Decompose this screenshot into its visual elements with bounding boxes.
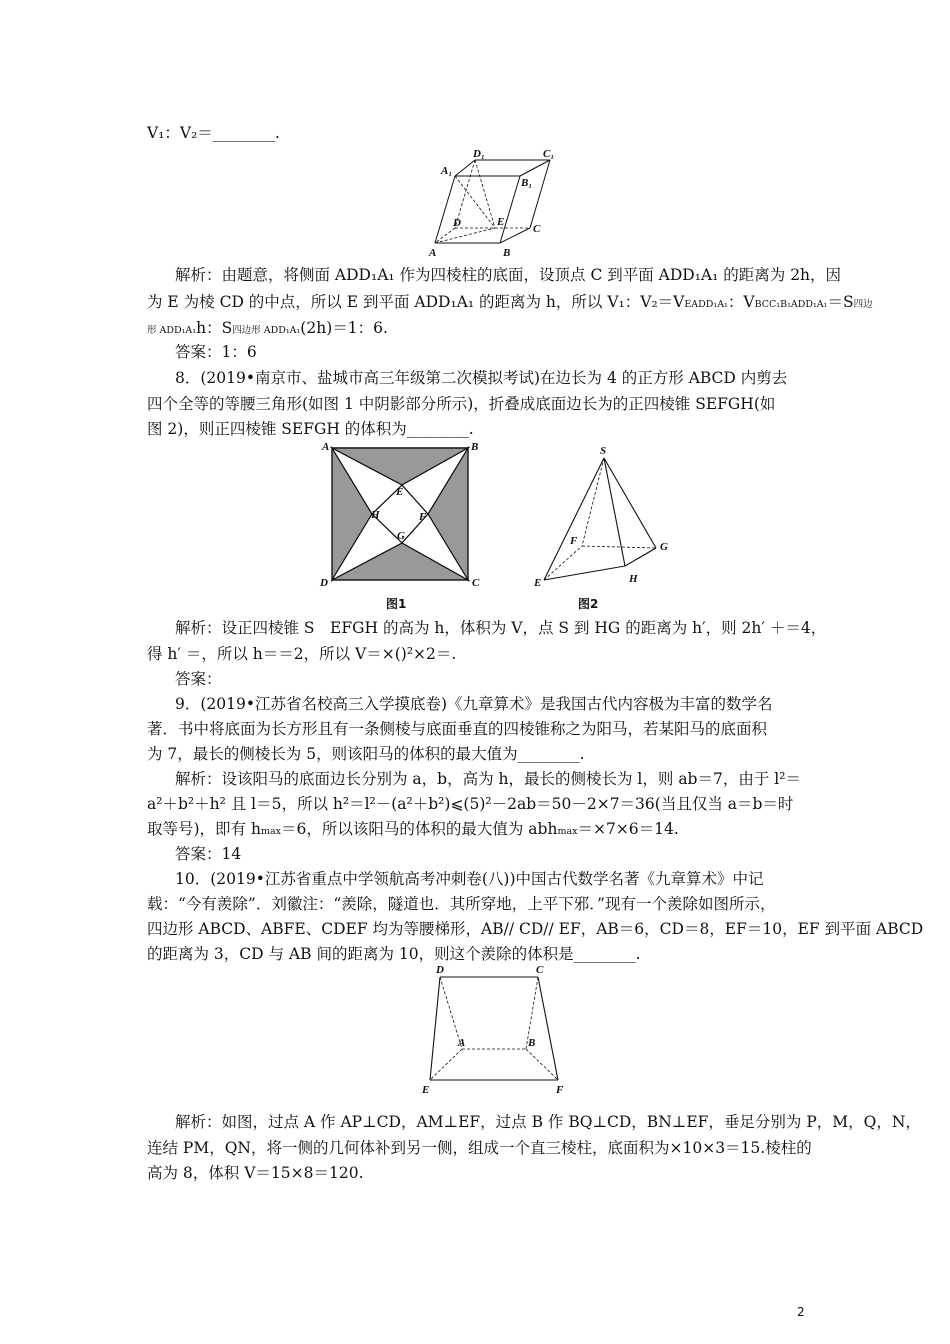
prism-label: B <box>503 247 511 259</box>
text-span: ：V <box>727 293 755 311</box>
fig1-label: H <box>371 509 380 521</box>
q7-blank-line: V₁：V₂＝________. <box>147 124 280 142</box>
fig2-label: E <box>534 577 542 589</box>
subscript: 形 ADD₁A₁ <box>147 325 197 336</box>
q10-solution-line-2: 连结 PM，QN，将一侧的几何体补到另一侧，组成一个直三棱柱，底面积为×10×3＝15.棱柱的 <box>147 1139 812 1157</box>
prism-figure <box>425 148 560 260</box>
text-span: ＝6，所以该阳马的体积的最大值为 abh <box>281 820 558 838</box>
q10-solution-line-3: 高为 8，体积 V＝15×8＝120. <box>147 1164 364 1182</box>
fig3-label: C <box>536 964 544 976</box>
prism-label: A <box>429 247 437 259</box>
fig2-label: H <box>629 573 638 585</box>
fig1-label: G <box>397 530 405 542</box>
figure-1-caption: 图1 <box>386 597 407 611</box>
q9-solution-line-2: a²＋b²＋h² 且 l＝5，所以 h²＝l²－(a²＋b²)⩽(5)²－2ab＝50－2×7＝36(当且仅当 a＝b＝时 <box>147 795 794 813</box>
q7-solution-line-2 <box>147 292 873 315</box>
page-number: 2 <box>797 1305 805 1319</box>
fig1-label: A <box>322 441 330 453</box>
q8-solution-line-1: 解析：设正四棱锥 S EFGH 的高为 h，体积为 V，点 S 到 HG 的距离为 h′，则 2h′ ＋＝4， <box>175 619 827 637</box>
fig1-label: B <box>471 441 479 453</box>
subscript: 四边形 ADD₁A₁ <box>232 325 301 336</box>
fig2-label: G <box>660 541 668 553</box>
fig1-label: F <box>419 511 427 523</box>
q9-question-line-2: 著．书中将底面为长方形且有一条侧棱与底面垂直的四棱锥称之为阳马，若某阳马的底面积 <box>147 720 768 738</box>
prism-label: D₁ <box>473 148 485 160</box>
q8-question-line-1: 8．(2019•南京市、盐城市高三年级第二次模拟考试)在边长为 4 的正方形 ABCD 内剪去 <box>175 369 788 387</box>
fig2-label: F <box>570 535 578 547</box>
figure-2-pyramid <box>530 440 675 590</box>
prism-label: C <box>533 223 541 235</box>
q10-question-line-1: 10．(2019•江苏省重点中学领航高考冲刺卷(八))中国古代数学名著《九章算术》中记 <box>175 870 764 888</box>
q8-question-line-2: 四个全等的等腰三角形(如图 1 中阴影部分所示)，折叠成底面边长为的正四棱锥 SEFGH(如 <box>147 395 776 413</box>
figure-1-square <box>318 440 488 590</box>
fig3-label: F <box>556 1084 564 1096</box>
q9-solution-line-1: 解析：设该阳马的底面边长分别为 a，b，高为 h，最长的侧棱长为 l，则 ab＝7，由于 l²＝ <box>175 770 801 788</box>
text-span: 取等号)，即有 h <box>147 820 261 838</box>
q10-question-line-3: 四边形 ABCD、ABFE、CDEF 均为等腰梯形，AB// CD// EF，AB＝6，CD＝8，EF＝10，EF 到平面 ABCD <box>147 920 924 938</box>
q8-answer: 答案： <box>175 670 222 688</box>
fig2-label: S <box>600 445 607 457</box>
subscript: max <box>260 826 281 837</box>
prism-label: E <box>497 216 505 228</box>
fig3-label: E <box>422 1084 430 1096</box>
q7-answer: 答案：1：6 <box>175 343 257 361</box>
fig1-label: E <box>396 486 404 498</box>
text-span: ＝S <box>827 293 854 311</box>
q8-question-line-3: 图 2)，则正四棱锥 SEFGH 的体积为________. <box>147 420 474 438</box>
fig1-label: D <box>320 577 328 589</box>
q7-solution-line-1: 解析：由题意，将侧面 ADD₁A₁ 作为四棱柱的底面，设顶点 C 到平面 ADD₁A₁ 的距离为 2h，因 <box>175 266 842 284</box>
fig3-label: D <box>436 964 444 976</box>
text-span: h：S <box>196 319 233 337</box>
q9-answer: 答案：14 <box>175 845 242 863</box>
q10-solution-line-1: 解析：如图，过点 A 作 AP⊥CD，AM⊥EF，过点 B 作 BQ⊥CD，BN⊥EF，垂足分别为 P，M，Q，N， <box>175 1113 921 1131</box>
text-span: (2h)＝1：6. <box>300 319 388 337</box>
subscript: BCC₁B₁ADD₁A₁ <box>754 299 828 310</box>
q9-solution-line-3 <box>147 819 679 842</box>
fig1-label: C <box>472 577 480 589</box>
q8-solution-line-2: 得 h′ ＝，所以 h＝＝2，所以 V＝×()²×2＝. <box>147 645 457 663</box>
text-span: ＝×7×6＝14. <box>577 820 679 838</box>
subscript: EADD₁A₁ <box>684 299 728 310</box>
text-span: 为 E 为棱 CD 的中点，所以 E 到平面 ADD₁A₁ 的距离为 h，所以 V₁：V₂＝V <box>147 293 685 311</box>
fig3-label: B <box>528 1037 536 1049</box>
fig3-label: A <box>458 1037 466 1049</box>
q9-question-line-1: 9．(2019•江苏省名校高三入学摸底卷)《九章算术》是我国古代内容极为丰富的数学名 <box>175 695 773 713</box>
prism-label: A₁ <box>441 165 453 177</box>
q10-question-line-2: 载：“今有羨除”．刘徽注：“羨除，隧道也．其所穿地，上平下邪．”现有一个羨除如图所示， <box>147 895 776 913</box>
prism-label: B₁ <box>521 177 533 189</box>
prism-label: C₁ <box>543 148 555 160</box>
q7-solution-line-3 <box>147 318 388 341</box>
figure-3-tunnel <box>418 962 573 1097</box>
prism-label: D <box>453 217 461 229</box>
q9-question-line-3: 为 7，最长的侧棱长为 5，则该阳马的体积的最大值为________. <box>147 745 585 763</box>
figure-2-caption: 图2 <box>578 597 599 611</box>
subscript: max <box>557 826 578 837</box>
subscript: 四边 <box>853 299 873 310</box>
q10-question-line-4: 的距离为 3，CD 与 AB 间的距离为 10，则这个羨除的体积是________. <box>147 945 641 963</box>
